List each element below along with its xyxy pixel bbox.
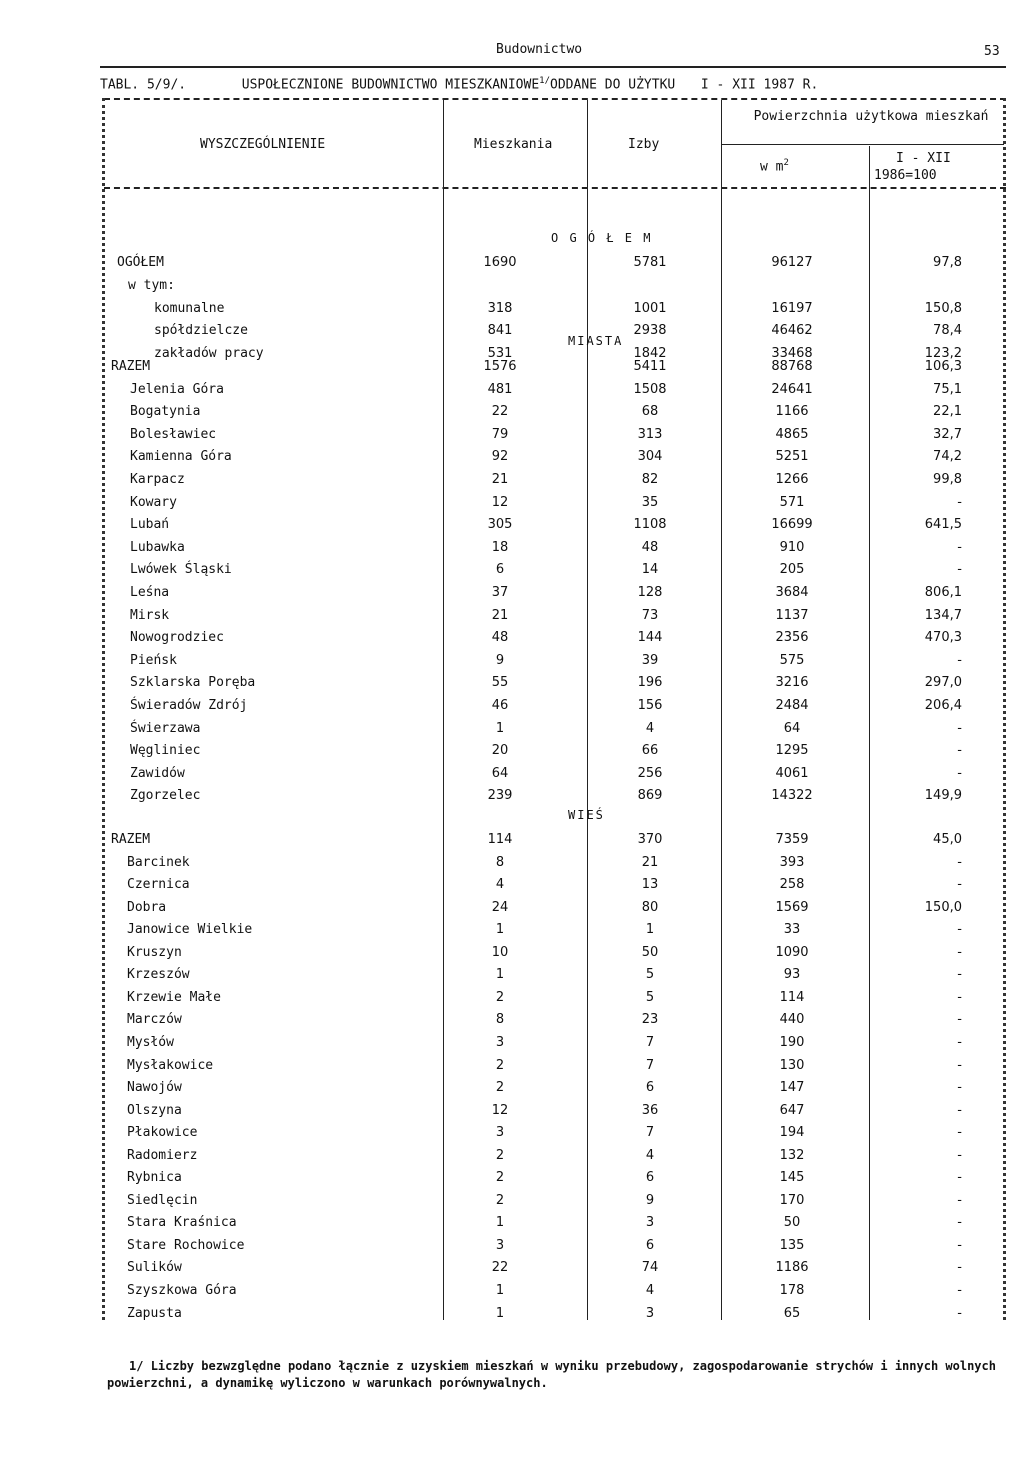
cell-area: 2356 xyxy=(775,630,809,646)
cell-rooms: 156 xyxy=(637,698,663,713)
cell-index: 206,4 xyxy=(924,698,962,713)
cell-area: 114 xyxy=(779,989,805,1005)
cell-area: 93 xyxy=(783,967,801,983)
cell-rooms: 73 xyxy=(641,607,659,623)
table-top-rule xyxy=(104,98,1006,100)
cell-rooms: 9 xyxy=(645,1192,655,1208)
cell-area: 1186 xyxy=(775,1260,809,1276)
cell-area: 258 xyxy=(779,877,805,893)
row-label: Mysłakowice xyxy=(127,1057,214,1073)
header-index-line2: 1986=100 xyxy=(874,168,937,183)
row-label: Lubań xyxy=(130,517,170,533)
cell-area: 3216 xyxy=(775,675,809,691)
cell-dwellings: 21 xyxy=(491,472,509,487)
cell-rooms: 5411 xyxy=(633,359,667,374)
cell-area: 135 xyxy=(779,1237,805,1253)
cell-area: 393 xyxy=(779,854,805,870)
cell-dwellings: 9 xyxy=(495,652,505,668)
cell-dwellings: 8 xyxy=(495,854,505,870)
col-divider-4 xyxy=(869,146,870,1320)
row-label: Krzewie Małe xyxy=(127,989,221,1005)
cell-dwellings: 24 xyxy=(491,899,509,915)
cell-dwellings: 21 xyxy=(491,607,509,623)
cell-rooms: 4 xyxy=(645,720,655,736)
table-id: TABL. 5/9/. xyxy=(100,77,187,93)
col-divider-2 xyxy=(587,100,588,1320)
cell-area: 132 xyxy=(779,1147,805,1163)
cell-index: 75,1 xyxy=(933,381,962,397)
row-label: spółdzielcze xyxy=(154,323,248,339)
cell-index: 106,3 xyxy=(924,359,962,374)
cell-rooms: 256 xyxy=(637,765,663,781)
row-label: Kowary xyxy=(130,494,177,510)
cell-area: 194 xyxy=(779,1125,805,1141)
cell-dwellings: 2 xyxy=(495,1057,505,1073)
cell-index: 78,4 xyxy=(933,323,962,339)
cell-area: 205 xyxy=(779,562,805,578)
cell-dwellings: 10 xyxy=(491,944,509,960)
cell-rooms: 4 xyxy=(645,1283,655,1298)
header-rooms: Izby xyxy=(628,137,660,152)
row-label: Czernica xyxy=(127,877,190,893)
cell-rooms: 80 xyxy=(641,899,659,915)
cell-area: 2484 xyxy=(775,698,809,713)
cell-rooms: 2938 xyxy=(633,323,667,339)
cell-area: 16197 xyxy=(771,300,813,316)
cell-dwellings: 46 xyxy=(491,698,509,713)
row-label: Szyszkowa Góra xyxy=(127,1283,237,1298)
cell-area: 1569 xyxy=(775,899,809,915)
row-label: Mirsk xyxy=(130,607,170,623)
cell-rooms: 5 xyxy=(645,989,655,1005)
cell-index: - xyxy=(957,494,962,510)
cell-rooms: 21 xyxy=(641,854,659,870)
cell-dwellings: 64 xyxy=(491,765,509,781)
cell-dwellings: 1 xyxy=(495,1283,505,1298)
cell-index: 32,7 xyxy=(933,426,962,442)
cell-dwellings: 37 xyxy=(491,585,509,600)
cell-area: 4061 xyxy=(775,765,809,781)
cell-index: - xyxy=(957,743,962,759)
cell-index: - xyxy=(957,967,962,983)
cell-rooms: 48 xyxy=(641,539,659,555)
cell-rooms: 74 xyxy=(641,1260,659,1276)
row-label: Karpacz xyxy=(130,472,185,487)
row-label: Pieńsk xyxy=(130,652,177,668)
cell-dwellings: 1 xyxy=(495,1215,505,1231)
cell-index: - xyxy=(957,1305,962,1321)
cell-area: 96127 xyxy=(771,255,813,270)
row-label: Janowice Wielkie xyxy=(127,922,253,938)
row-label: Nawojów xyxy=(127,1080,182,1096)
cell-dwellings: 4 xyxy=(495,877,505,893)
cell-rooms: 36 xyxy=(641,1102,659,1118)
cell-rooms: 1508 xyxy=(633,381,667,397)
cell-dwellings: 1 xyxy=(495,967,505,983)
cell-dwellings: 12 xyxy=(491,494,509,510)
section-towns: MIASTA xyxy=(568,334,624,348)
cell-area: 571 xyxy=(779,494,805,510)
cell-dwellings: 481 xyxy=(487,381,513,397)
cell-area: 46462 xyxy=(771,323,813,339)
cell-dwellings: 1 xyxy=(495,1305,505,1321)
cell-rooms: 66 xyxy=(641,743,659,759)
table-right-border xyxy=(1003,98,1006,1320)
header-dwellings: Mieszkania xyxy=(474,137,553,152)
cell-rooms: 68 xyxy=(641,404,659,420)
cell-index: 99,8 xyxy=(933,472,962,487)
cell-index: 74,2 xyxy=(933,449,962,465)
col-divider-3 xyxy=(721,100,722,1320)
cell-rooms: 5781 xyxy=(633,255,667,270)
cell-index: 149,9 xyxy=(924,788,962,804)
row-label: OGÓŁEM xyxy=(117,255,164,270)
row-label: zakładów pracy xyxy=(154,346,264,362)
cell-dwellings: 22 xyxy=(491,404,509,420)
table-title-rest: ODDANE DO UŻYTKU xyxy=(550,77,676,93)
cell-index: 134,7 xyxy=(924,607,962,623)
cell-rooms: 13 xyxy=(641,877,659,893)
cell-dwellings: 318 xyxy=(487,300,513,316)
cell-rooms: 7 xyxy=(645,1125,655,1141)
running-title: Budownictwo xyxy=(496,42,583,57)
cell-index: - xyxy=(957,1125,962,1141)
cell-area: 147 xyxy=(779,1080,805,1096)
cell-index: - xyxy=(957,989,962,1005)
cell-dwellings: 1 xyxy=(495,720,505,736)
row-label: Zapusta xyxy=(127,1305,182,1321)
table-title-line xyxy=(100,76,818,92)
row-label: Dobra xyxy=(127,899,167,915)
cell-area: 16699 xyxy=(771,517,813,533)
cell-index: - xyxy=(957,1215,962,1231)
cell-area: 33468 xyxy=(771,346,813,362)
cell-area: 130 xyxy=(779,1057,805,1073)
cell-rooms: 5 xyxy=(645,967,655,983)
cell-dwellings: 2 xyxy=(495,1080,505,1096)
cell-rooms: 35 xyxy=(641,494,659,510)
cell-index: - xyxy=(957,765,962,781)
cell-dwellings: 3 xyxy=(495,1237,505,1253)
cell-area: 7359 xyxy=(775,832,809,847)
cell-dwellings: 1576 xyxy=(483,359,517,374)
row-label: w tym: xyxy=(128,277,175,293)
cell-dwellings: 2 xyxy=(495,1170,505,1186)
cell-rooms: 6 xyxy=(645,1170,655,1186)
row-label: Świeradów Zdrój xyxy=(130,698,248,713)
row-label: Szklarska Poręba xyxy=(130,675,256,691)
row-label: Kamienna Góra xyxy=(130,449,232,465)
cell-area: 4865 xyxy=(775,426,809,442)
cell-index: - xyxy=(957,1057,962,1073)
header-rule xyxy=(100,66,1006,68)
header-bottom-rule xyxy=(104,187,1006,189)
cell-dwellings: 92 xyxy=(491,449,509,465)
cell-area: 170 xyxy=(779,1192,805,1208)
row-label: Zawidów xyxy=(130,765,185,781)
row-label: Rybnica xyxy=(127,1170,182,1186)
row-label: Sulików xyxy=(127,1260,182,1276)
header-area-group: Powierzchnia użytkowa mieszkań xyxy=(753,109,989,124)
cell-index: - xyxy=(957,1260,962,1276)
cell-index: 150,8 xyxy=(924,300,962,316)
table-left-border xyxy=(102,98,105,1320)
cell-rooms: 1001 xyxy=(633,300,667,316)
row-label: Siedlęcin xyxy=(127,1192,198,1208)
table-title: USPOŁECZNIONE BUDOWNICTWO MIESZKANIOWE xyxy=(241,77,540,93)
cell-dwellings: 79 xyxy=(491,426,509,442)
cell-index: 806,1 xyxy=(924,585,962,600)
row-label: Barcinek xyxy=(127,854,190,870)
row-label: Nowogrodziec xyxy=(130,630,224,646)
cell-area: 190 xyxy=(779,1034,805,1050)
cell-dwellings: 3 xyxy=(495,1125,505,1141)
cell-area: 14322 xyxy=(771,788,813,804)
cell-index: - xyxy=(957,922,962,938)
cell-area: 24641 xyxy=(771,381,813,397)
cell-index: - xyxy=(957,539,962,555)
area-subheader-rule xyxy=(722,144,1004,145)
cell-area: 575 xyxy=(779,652,805,668)
cell-index: 123,2 xyxy=(924,346,962,362)
footnote-marker: 1/ xyxy=(129,1359,144,1373)
cell-dwellings: 305 xyxy=(487,517,513,533)
cell-index: - xyxy=(957,1283,962,1298)
row-label: Krzeszów xyxy=(127,967,190,983)
row-label: Radomierz xyxy=(127,1147,198,1163)
cell-rooms: 6 xyxy=(645,1237,655,1253)
section-villages: WIEŚ xyxy=(568,808,605,822)
col-divider-1 xyxy=(443,100,444,1320)
cell-area: 910 xyxy=(779,539,805,555)
table-title-footnote-ref: 1/ xyxy=(539,76,551,86)
cell-rooms: 50 xyxy=(641,944,659,960)
cell-area: 1137 xyxy=(775,607,809,623)
cell-rooms: 304 xyxy=(637,449,663,465)
cell-rooms: 39 xyxy=(641,652,659,668)
row-label: Bogatynia xyxy=(130,404,201,420)
cell-area: 33 xyxy=(783,922,801,938)
cell-area: 145 xyxy=(779,1170,805,1186)
cell-area: 1266 xyxy=(775,472,809,487)
cell-dwellings: 2 xyxy=(495,1192,505,1208)
row-label: Świerzawa xyxy=(130,720,201,736)
cell-index: - xyxy=(957,720,962,736)
row-label: Jelenia Góra xyxy=(130,381,224,397)
cell-rooms: 6 xyxy=(645,1080,655,1096)
row-label: Olszyna xyxy=(127,1102,182,1118)
cell-index: - xyxy=(957,1170,962,1186)
footnote xyxy=(107,1358,999,1392)
cell-index: - xyxy=(957,1034,962,1050)
cell-index: - xyxy=(957,1192,962,1208)
cell-rooms: 3 xyxy=(645,1305,655,1321)
cell-index: - xyxy=(957,854,962,870)
cell-dwellings: 55 xyxy=(491,675,509,691)
row-label: Kruszyn xyxy=(127,944,182,960)
cell-index: 97,8 xyxy=(933,255,962,270)
cell-dwellings: 2 xyxy=(495,1147,505,1163)
cell-index: - xyxy=(957,652,962,668)
cell-dwellings: 531 xyxy=(487,346,513,362)
cell-index: - xyxy=(957,1102,962,1118)
section-total: O G Ó Ł E M xyxy=(551,231,653,245)
row-label: RAZEM xyxy=(111,359,151,374)
cell-area: 65 xyxy=(783,1305,801,1321)
cell-dwellings: 48 xyxy=(491,630,509,646)
cell-dwellings: 22 xyxy=(491,1260,509,1276)
page-number: 53 xyxy=(984,44,1000,59)
cell-index: - xyxy=(957,562,962,578)
cell-rooms: 3 xyxy=(645,1215,655,1231)
cell-index: 45,0 xyxy=(933,832,962,847)
cell-rooms: 196 xyxy=(637,675,663,691)
cell-dwellings: 841 xyxy=(487,323,513,339)
cell-index: 22,1 xyxy=(933,404,962,420)
row-label: komunalne xyxy=(154,300,225,316)
cell-dwellings: 12 xyxy=(491,1102,509,1118)
cell-rooms: 1 xyxy=(645,922,655,938)
cell-area: 5251 xyxy=(775,449,809,465)
cell-rooms: 82 xyxy=(641,472,659,487)
cell-index: - xyxy=(957,877,962,893)
cell-rooms: 313 xyxy=(637,426,663,442)
cell-dwellings: 6 xyxy=(495,562,505,578)
cell-dwellings: 18 xyxy=(491,539,509,555)
table-period: I - XII 1987 R. xyxy=(700,77,819,93)
row-label: Marczów xyxy=(127,1012,182,1028)
cell-index: - xyxy=(957,1147,962,1163)
cell-rooms: 370 xyxy=(637,832,663,847)
cell-dwellings: 239 xyxy=(487,788,513,804)
row-label: Lwówek Śląski xyxy=(130,562,232,578)
row-label: Stare Rochowice xyxy=(127,1237,245,1253)
cell-dwellings: 2 xyxy=(495,989,505,1005)
row-label: Lubawka xyxy=(130,539,185,555)
cell-rooms: 1842 xyxy=(633,346,667,362)
cell-rooms: 7 xyxy=(645,1034,655,1050)
cell-rooms: 14 xyxy=(641,562,659,578)
cell-area: 50 xyxy=(783,1215,801,1231)
cell-rooms: 1108 xyxy=(633,517,667,533)
cell-rooms: 144 xyxy=(637,630,663,646)
cell-rooms: 23 xyxy=(641,1012,659,1028)
cell-area: 1090 xyxy=(775,944,809,960)
cell-dwellings: 20 xyxy=(491,743,509,759)
cell-index: - xyxy=(957,1080,962,1096)
cell-dwellings: 3 xyxy=(495,1034,505,1050)
cell-dwellings: 114 xyxy=(487,832,513,847)
cell-index: - xyxy=(957,944,962,960)
cell-dwellings: 1690 xyxy=(483,255,517,270)
cell-area: 3684 xyxy=(775,585,809,600)
cell-index: - xyxy=(957,1012,962,1028)
row-label: Leśna xyxy=(130,585,170,600)
row-label: Węgliniec xyxy=(130,743,201,759)
cell-dwellings: 1 xyxy=(495,922,505,938)
cell-index: - xyxy=(957,1237,962,1253)
row-label: Zgorzelec xyxy=(130,788,201,804)
cell-area: 1166 xyxy=(775,404,809,420)
cell-rooms: 4 xyxy=(645,1147,655,1163)
cell-area: 647 xyxy=(779,1102,805,1118)
header-index-line1: I - XII xyxy=(896,151,951,166)
row-label: Mysłów xyxy=(127,1034,174,1050)
cell-area: 88768 xyxy=(771,359,813,374)
row-label: RAZEM xyxy=(111,832,151,847)
cell-area: 178 xyxy=(779,1283,805,1298)
header-description: WYSZCZEGÓLNIENIE xyxy=(200,137,326,152)
cell-dwellings: 8 xyxy=(495,1012,505,1028)
row-label: Bolesławiec xyxy=(130,426,217,442)
cell-area: 1295 xyxy=(775,743,809,759)
cell-rooms: 869 xyxy=(637,788,663,804)
cell-rooms: 7 xyxy=(645,1057,655,1073)
header-area-m2: w $m^2$ xyxy=(760,158,789,175)
cell-index: 150,0 xyxy=(924,899,962,915)
row-label: Stara Kraśnica xyxy=(127,1215,237,1231)
cell-index: 470,3 xyxy=(924,630,962,646)
row-label: Płakowice xyxy=(127,1125,198,1141)
cell-rooms: 128 xyxy=(637,585,663,600)
footnote-text: Liczby bezwzględne podano łącznie z uzyskiem mieszkań w wyniku przebudowy, zagospodarowanie strychów i innych wolnych powierzchni, a dynamikę wyliczono w warunkach porównywalnych. xyxy=(107,1359,996,1390)
cell-index: 297,0 xyxy=(924,675,962,691)
cell-area: 440 xyxy=(779,1012,805,1028)
cell-area: 64 xyxy=(783,720,801,736)
cell-index: 641,5 xyxy=(924,517,962,533)
